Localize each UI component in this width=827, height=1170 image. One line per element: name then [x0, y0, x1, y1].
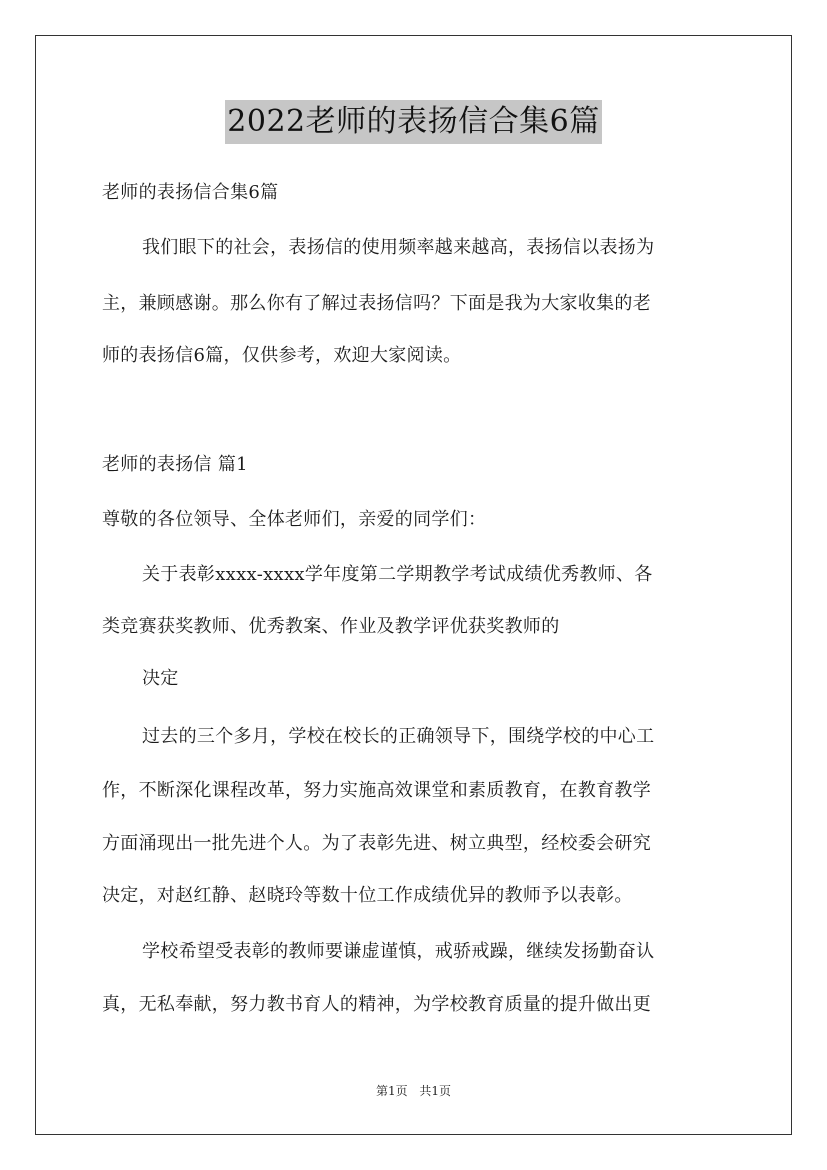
body-line-3: 过去的三个多月，学校在校长的正确领导下，围绕学校的中心工 [142, 726, 655, 747]
body-line-5: 方面涌现出一批先进个人。为了表彰先进、树立典型，经校委会研究 [102, 833, 651, 854]
body-line-1: 关于表彰xxxx-xxxx学年度第二学期教学考试成绩优秀教师、各 [142, 564, 653, 585]
document-title: 2022老师的表扬信合集6篇 [225, 100, 601, 144]
body-line-7: 学校希望受表彰的教师要谦虚谨慎，戒骄戒躁，继续发扬勤奋认 [142, 941, 655, 962]
title-container [0, 100, 827, 144]
section-heading: 老师的表扬信 篇1 [102, 454, 248, 475]
intro-line-1: 我们眼下的社会，表扬信的使用频率越来越高，表扬信以表扬为 [142, 237, 655, 258]
decision-line: 决定 [142, 668, 179, 689]
body-line-4: 作，不断深化课程改革，努力实施高效课堂和素质教育，在教育教学 [102, 780, 651, 801]
subtitle-line: 老师的表扬信合集6篇 [102, 182, 279, 203]
salutation: 尊敬的各位领导、全体老师们，亲爱的同学们： [102, 509, 487, 530]
body-line-8: 真，无私奉献，努力教书育人的精神，为学校教育质量的提升做出更 [102, 994, 651, 1015]
page-total: 共1页 [419, 1084, 452, 1098]
body-line-6: 决定，对赵红静、赵晓玲等数十位工作成绩优异的教师予以表彰。 [102, 885, 633, 906]
page-footer [0, 1083, 827, 1099]
body-line-2: 类竞赛获奖教师、优秀教案、作业及教学评优获奖教师的 [102, 616, 560, 637]
intro-line-3: 师的表扬信6篇，仅供参考，欢迎大家阅读。 [102, 345, 462, 366]
page-number: 第1页 [375, 1084, 408, 1098]
intro-line-2: 主，兼顾感谢。那么你有了解过表扬信吗？下面是我为大家收集的老 [102, 293, 651, 314]
